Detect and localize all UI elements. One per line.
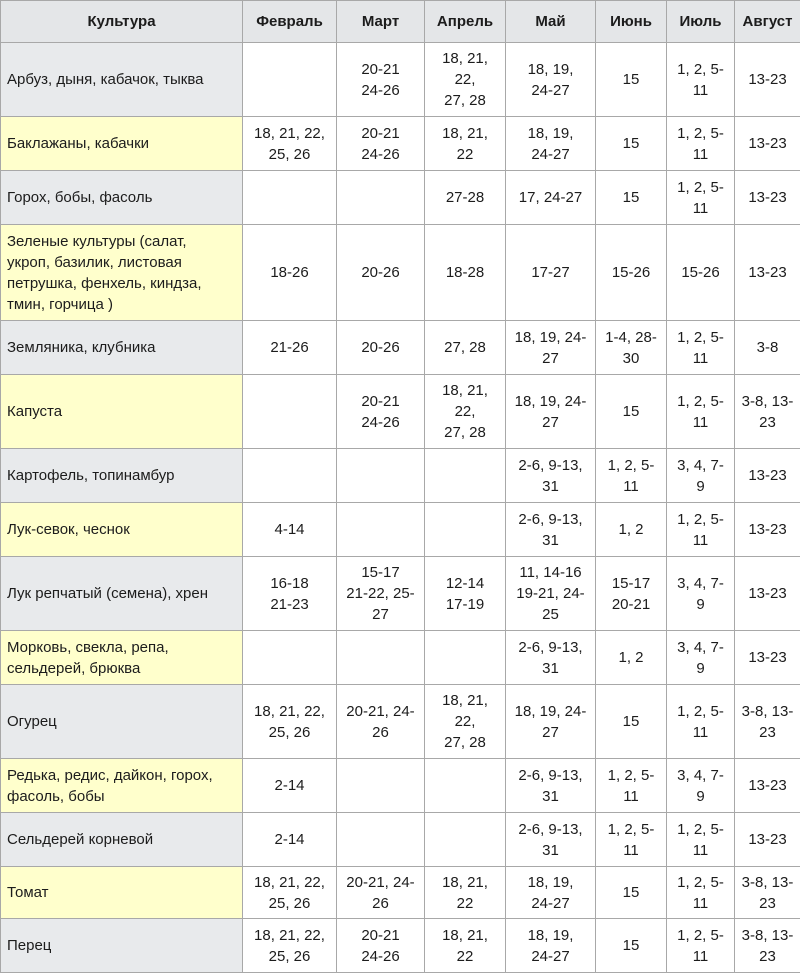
- july-dates-cell: [667, 685, 735, 759]
- april-dates-cell: [425, 321, 506, 375]
- july-dates-cell: [667, 759, 735, 813]
- march-dates-cell: [337, 685, 425, 759]
- february-dates-cell: [243, 321, 337, 375]
- crop-name-cell: [1, 685, 243, 759]
- july-dates-cell: [667, 503, 735, 557]
- february-dates: 18, 21, 22, 25, 26: [246, 701, 333, 743]
- august-dates-cell: [735, 813, 800, 867]
- april-dates: 27-28: [428, 187, 502, 208]
- table-row: [1, 813, 800, 867]
- june-dates: 1, 2, 5- 11: [599, 819, 663, 861]
- march-dates: 20-21 24-26: [340, 925, 421, 967]
- august-dates: 13-23: [738, 775, 797, 796]
- july-dates: 3, 4, 7- 9: [670, 765, 731, 807]
- june-dates: 15: [599, 187, 663, 208]
- august-dates: 13-23: [738, 262, 797, 283]
- july-dates: 15-26: [670, 262, 731, 283]
- june-dates-cell: [596, 759, 667, 813]
- april-dates-cell: [425, 171, 506, 225]
- may-dates-cell: [506, 117, 596, 171]
- crop-name-cell: [1, 449, 243, 503]
- crop-name: Капуста: [7, 401, 238, 422]
- february-dates-cell: [243, 867, 337, 919]
- march-dates: 20-21 24-26: [340, 123, 421, 165]
- july-dates-cell: [667, 867, 735, 919]
- august-dates-cell: [735, 117, 800, 171]
- june-dates-cell: [596, 43, 667, 117]
- table-row: [1, 321, 800, 375]
- july-dates: 3, 4, 7- 9: [670, 637, 731, 679]
- april-dates: 12-14 17-19: [428, 573, 502, 615]
- june-dates-cell: [596, 171, 667, 225]
- may-dates: 18, 19, 24- 27: [509, 701, 592, 743]
- crop-name: Арбуз, дыня, кабачок, тыква: [7, 69, 238, 90]
- may-dates: 18, 19, 24- 27: [509, 327, 592, 369]
- header-february: Февраль: [243, 1, 337, 43]
- crop-name-cell: [1, 503, 243, 557]
- june-dates: 1, 2: [599, 647, 663, 668]
- february-dates: 4-14: [246, 519, 333, 540]
- april-dates-cell: [425, 449, 506, 503]
- august-dates-cell: [735, 867, 800, 919]
- june-dates: 15: [599, 711, 663, 732]
- crop-name-cell: [1, 631, 243, 685]
- august-dates: 13-23: [738, 647, 797, 668]
- may-dates: 18, 19, 24-27: [509, 123, 592, 165]
- april-dates: 18, 21, 22, 27, 28: [428, 48, 502, 111]
- february-dates: 16-18 21-23: [246, 573, 333, 615]
- august-dates: 3-8, 13- 23: [738, 872, 797, 914]
- header-may: Май: [506, 1, 596, 43]
- june-dates-cell: [596, 557, 667, 631]
- june-dates: 15: [599, 69, 663, 90]
- may-dates-cell: [506, 919, 596, 973]
- crop-name-cell: [1, 867, 243, 919]
- august-dates: 13-23: [738, 829, 797, 850]
- may-dates: 2-6, 9-13, 31: [509, 819, 592, 861]
- july-dates: 1, 2, 5- 11: [670, 701, 731, 743]
- crop-name: Редька, редис, дайкон, горох, фасоль, бобы: [7, 765, 238, 807]
- may-dates-cell: [506, 503, 596, 557]
- february-dates: 18, 21, 22, 25, 26: [246, 925, 333, 967]
- header-culture: Культура: [1, 1, 243, 43]
- july-dates: 1, 2, 5- 11: [670, 872, 731, 914]
- may-dates-cell: [506, 375, 596, 449]
- june-dates: 1, 2: [599, 519, 663, 540]
- april-dates-cell: [425, 919, 506, 973]
- may-dates: 18, 19, 24- 27: [509, 391, 592, 433]
- august-dates-cell: [735, 321, 800, 375]
- july-dates: 1, 2, 5- 11: [670, 819, 731, 861]
- table-row: [1, 919, 800, 973]
- july-dates: 3, 4, 7- 9: [670, 455, 731, 497]
- july-dates: 1, 2, 5- 11: [670, 509, 731, 551]
- august-dates-cell: [735, 375, 800, 449]
- crop-name-cell: [1, 171, 243, 225]
- crop-name-cell: [1, 225, 243, 321]
- june-dates-cell: [596, 449, 667, 503]
- march-dates-cell: [337, 43, 425, 117]
- july-dates-cell: [667, 813, 735, 867]
- february-dates-cell: [243, 43, 337, 117]
- may-dates: 11, 14-16 19-21, 24- 25: [509, 562, 592, 625]
- may-dates-cell: [506, 631, 596, 685]
- april-dates: 18-28: [428, 262, 502, 283]
- april-dates-cell: [425, 759, 506, 813]
- table-row: [1, 117, 800, 171]
- april-dates: 27, 28: [428, 337, 502, 358]
- march-dates-cell: [337, 867, 425, 919]
- march-dates-cell: [337, 759, 425, 813]
- july-dates: 1, 2, 5- 11: [670, 59, 731, 101]
- header-row: [1, 1, 800, 43]
- august-dates-cell: [735, 557, 800, 631]
- may-dates: 2-6, 9-13, 31: [509, 637, 592, 679]
- april-dates-cell: [425, 225, 506, 321]
- header-april: Апрель: [425, 1, 506, 43]
- july-dates: 1, 2, 5- 11: [670, 123, 731, 165]
- may-dates-cell: [506, 43, 596, 117]
- june-dates-cell: [596, 919, 667, 973]
- crop-name-cell: [1, 117, 243, 171]
- february-dates-cell: [243, 685, 337, 759]
- header-june: Июнь: [596, 1, 667, 43]
- may-dates: 17-27: [509, 262, 592, 283]
- table-row: [1, 171, 800, 225]
- crop-name: Сельдерей корневой: [7, 829, 238, 850]
- march-dates: 15-17 21-22, 25- 27: [340, 562, 421, 625]
- march-dates: 20-21, 24- 26: [340, 701, 421, 743]
- february-dates: 21-26: [246, 337, 333, 358]
- table-row: [1, 503, 800, 557]
- april-dates: 18, 21, 22, 27, 28: [428, 690, 502, 753]
- march-dates-cell: [337, 225, 425, 321]
- crop-name: Горох, бобы, фасоль: [7, 187, 238, 208]
- may-dates: 18, 19, 24-27: [509, 872, 592, 914]
- table-row: [1, 631, 800, 685]
- march-dates-cell: [337, 503, 425, 557]
- february-dates-cell: [243, 449, 337, 503]
- march-dates: 20-26: [340, 337, 421, 358]
- crop-name: Лук репчатый (семена), хрен: [7, 583, 238, 604]
- august-dates-cell: [735, 171, 800, 225]
- june-dates: 15: [599, 133, 663, 154]
- crop-name-cell: [1, 813, 243, 867]
- august-dates-cell: [735, 631, 800, 685]
- table-row: [1, 685, 800, 759]
- august-dates: 3-8, 13- 23: [738, 925, 797, 967]
- february-dates-cell: [243, 557, 337, 631]
- july-dates-cell: [667, 631, 735, 685]
- crop-name-cell: [1, 321, 243, 375]
- august-dates-cell: [735, 503, 800, 557]
- march-dates-cell: [337, 171, 425, 225]
- february-dates-cell: [243, 503, 337, 557]
- april-dates-cell: [425, 375, 506, 449]
- june-dates-cell: [596, 631, 667, 685]
- june-dates-cell: [596, 321, 667, 375]
- february-dates: 2-14: [246, 829, 333, 850]
- march-dates-cell: [337, 321, 425, 375]
- august-dates: 3-8: [738, 337, 797, 358]
- august-dates-cell: [735, 685, 800, 759]
- header-march: Март: [337, 1, 425, 43]
- august-dates: 13-23: [738, 187, 797, 208]
- march-dates: 20-26: [340, 262, 421, 283]
- february-dates: 18-26: [246, 262, 333, 283]
- crop-name: Морковь, свекла, репа, сельдерей, брюква: [7, 637, 238, 679]
- header-july: Июль: [667, 1, 735, 43]
- april-dates-cell: [425, 117, 506, 171]
- march-dates-cell: [337, 631, 425, 685]
- june-dates: 15-26: [599, 262, 663, 283]
- july-dates-cell: [667, 919, 735, 973]
- table-row: [1, 557, 800, 631]
- july-dates-cell: [667, 171, 735, 225]
- june-dates-cell: [596, 503, 667, 557]
- june-dates: 1, 2, 5- 11: [599, 765, 663, 807]
- april-dates-cell: [425, 503, 506, 557]
- april-dates: 18, 21, 22, 27, 28: [428, 380, 502, 443]
- june-dates-cell: [596, 867, 667, 919]
- april-dates: 18, 21, 22: [428, 123, 502, 165]
- may-dates-cell: [506, 449, 596, 503]
- july-dates-cell: [667, 117, 735, 171]
- february-dates-cell: [243, 225, 337, 321]
- crop-name: Земляника, клубника: [7, 337, 238, 358]
- july-dates: 1, 2, 5- 11: [670, 391, 731, 433]
- may-dates-cell: [506, 225, 596, 321]
- crop-name-cell: [1, 759, 243, 813]
- march-dates: 20-21, 24- 26: [340, 872, 421, 914]
- april-dates-cell: [425, 813, 506, 867]
- may-dates: 18, 19, 24-27: [509, 925, 592, 967]
- july-dates-cell: [667, 225, 735, 321]
- february-dates: 18, 21, 22, 25, 26: [246, 872, 333, 914]
- may-dates-cell: [506, 813, 596, 867]
- march-dates-cell: [337, 375, 425, 449]
- april-dates-cell: [425, 43, 506, 117]
- august-dates: 13-23: [738, 133, 797, 154]
- march-dates-cell: [337, 557, 425, 631]
- crop-name-cell: [1, 375, 243, 449]
- august-dates-cell: [735, 225, 800, 321]
- march-dates-cell: [337, 117, 425, 171]
- august-dates: 3-8, 13- 23: [738, 391, 797, 433]
- may-dates: 2-6, 9-13, 31: [509, 509, 592, 551]
- august-dates: 13-23: [738, 583, 797, 604]
- may-dates-cell: [506, 867, 596, 919]
- february-dates: 2-14: [246, 775, 333, 796]
- august-dates-cell: [735, 919, 800, 973]
- june-dates: 1, 2, 5- 11: [599, 455, 663, 497]
- may-dates-cell: [506, 321, 596, 375]
- march-dates: 20-21 24-26: [340, 391, 421, 433]
- june-dates-cell: [596, 375, 667, 449]
- february-dates-cell: [243, 759, 337, 813]
- june-dates: 15: [599, 935, 663, 956]
- table-row: [1, 867, 800, 919]
- march-dates-cell: [337, 919, 425, 973]
- crop-name: Томат: [7, 882, 238, 903]
- august-dates-cell: [735, 43, 800, 117]
- table-row: [1, 225, 800, 321]
- crop-name: Картофель, топинамбур: [7, 465, 238, 486]
- february-dates-cell: [243, 375, 337, 449]
- april-dates-cell: [425, 557, 506, 631]
- april-dates: 18, 21, 22: [428, 925, 502, 967]
- june-dates-cell: [596, 813, 667, 867]
- july-dates: 1, 2, 5- 11: [670, 177, 731, 219]
- may-dates-cell: [506, 557, 596, 631]
- may-dates: 2-6, 9-13, 31: [509, 765, 592, 807]
- may-dates-cell: [506, 171, 596, 225]
- march-dates-cell: [337, 449, 425, 503]
- table-row: [1, 375, 800, 449]
- may-dates: 2-6, 9-13, 31: [509, 455, 592, 497]
- may-dates: 18, 19, 24-27: [509, 59, 592, 101]
- crop-name: Зеленые культуры (салат, укроп, базилик, листовая петрушка, фенхель, киндза, тмин, горчица ): [7, 231, 238, 315]
- april-dates-cell: [425, 867, 506, 919]
- june-dates-cell: [596, 225, 667, 321]
- crop-name-cell: [1, 557, 243, 631]
- crop-name-cell: [1, 43, 243, 117]
- february-dates-cell: [243, 117, 337, 171]
- august-dates-cell: [735, 449, 800, 503]
- august-dates: 13-23: [738, 519, 797, 540]
- july-dates-cell: [667, 321, 735, 375]
- crop-name-cell: [1, 919, 243, 973]
- april-dates: 18, 21, 22: [428, 872, 502, 914]
- june-dates: 15: [599, 882, 663, 903]
- crop-name: Баклажаны, кабачки: [7, 133, 238, 154]
- may-dates: 17, 24-27: [509, 187, 592, 208]
- february-dates: 18, 21, 22, 25, 26: [246, 123, 333, 165]
- july-dates: 1, 2, 5- 11: [670, 327, 731, 369]
- july-dates: 3, 4, 7- 9: [670, 573, 731, 615]
- february-dates-cell: [243, 631, 337, 685]
- july-dates-cell: [667, 557, 735, 631]
- april-dates-cell: [425, 685, 506, 759]
- table-row: [1, 759, 800, 813]
- february-dates-cell: [243, 919, 337, 973]
- crop-name: Огурец: [7, 711, 238, 732]
- august-dates: 13-23: [738, 465, 797, 486]
- crop-name: Перец: [7, 935, 238, 956]
- august-dates: 3-8, 13- 23: [738, 701, 797, 743]
- june-dates: 15-17 20-21: [599, 573, 663, 615]
- march-dates-cell: [337, 813, 425, 867]
- june-dates: 1-4, 28- 30: [599, 327, 663, 369]
- august-dates-cell: [735, 759, 800, 813]
- june-dates: 15: [599, 401, 663, 422]
- august-dates: 13-23: [738, 69, 797, 90]
- crop-name: Лук-севок, чеснок: [7, 519, 238, 540]
- july-dates-cell: [667, 449, 735, 503]
- table-row: [1, 449, 800, 503]
- table-row: [1, 43, 800, 117]
- may-dates-cell: [506, 685, 596, 759]
- july-dates-cell: [667, 375, 735, 449]
- header-august: Август: [735, 1, 800, 43]
- june-dates-cell: [596, 685, 667, 759]
- february-dates-cell: [243, 171, 337, 225]
- april-dates-cell: [425, 631, 506, 685]
- may-dates-cell: [506, 759, 596, 813]
- february-dates-cell: [243, 813, 337, 867]
- july-dates: 1, 2, 5- 11: [670, 925, 731, 967]
- june-dates-cell: [596, 117, 667, 171]
- march-dates: 20-21 24-26: [340, 59, 421, 101]
- july-dates-cell: [667, 43, 735, 117]
